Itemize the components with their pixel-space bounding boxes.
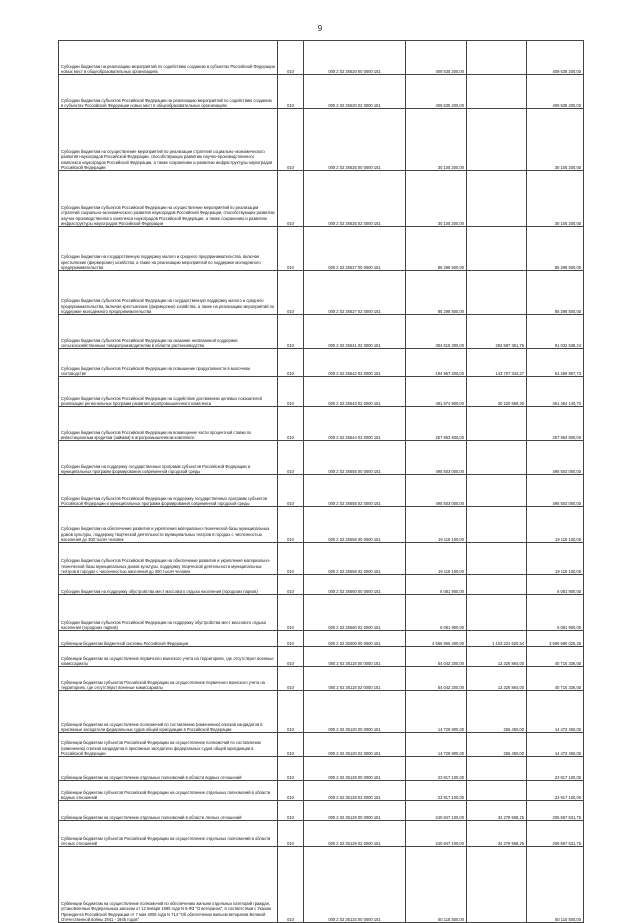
row-budget-code: 000 2 02 30000 00 0000 151: [304, 631, 406, 647]
row-approved-amount: 23 917 100,00: [406, 757, 467, 781]
row-approved-amount: 14 729 900,00: [406, 733, 467, 757]
table-row: [59, 227, 584, 271]
row-approved-amount: 409 535 200,00: [406, 75, 467, 109]
row-budget-code: 000 2 02 25542 02 0000 151: [304, 349, 406, 377]
row-remaining-amount: 19 118 100,00: [527, 507, 584, 543]
row-budget-code: 000 2 02 25541 02 0000 151: [304, 315, 406, 349]
table-row: [59, 667, 584, 691]
table-row: [59, 475, 584, 507]
row-remaining-amount: 495 503 000,00: [527, 441, 584, 475]
row-approved-amount: 495 503 000,00: [406, 441, 467, 475]
row-budget-code: 000 2 02 35120 02 0000 151: [304, 733, 406, 757]
row-executed-amount: [467, 781, 527, 801]
row-executed-amount: [467, 575, 527, 595]
row-executed-amount: [467, 109, 527, 171]
row-budget-code: 000 2 02 25520 02 0000 151: [304, 75, 406, 109]
row-budget-code: 000 2 02 25555 00 0000 151: [304, 441, 406, 475]
row-code: 010: [278, 109, 304, 171]
row-description: Субвенции бюджетам на осуществление первичного воинского учета на территориях, где отсутствуют военные комиссариаты: [59, 647, 278, 667]
row-code: 010: [278, 171, 304, 227]
table-row: [59, 41, 584, 75]
row-executed-amount: [467, 757, 527, 781]
row-approved-amount: 54 042 200,00: [406, 647, 467, 667]
row-description: Субсидии бюджетам субъектов Российской Федерации на реализацию мероприятий по содействию созданию в субъектах Российской Федерации новых мест в общеобразовательных организациях: [59, 75, 278, 109]
table-row: [59, 75, 584, 109]
row-code: 010: [278, 575, 304, 595]
row-approved-amount: 6 081 900,00: [406, 575, 467, 595]
row-budget-code: 000 2 02 25525 02 0000 151: [304, 171, 406, 227]
row-remaining-amount: 40 715 336,00: [527, 667, 584, 691]
row-executed-amount: 30 220 659,30: [467, 377, 527, 407]
row-description: Субвенции бюджетам на осуществление полномочий по обеспечению жильем отдельных категорий граждан, установленных Федеральным законом от 12 января 1995 года N 5-ФЗ "О ветеранах", в соответствии с Указом Президента Российской Федерации от 7 мая 2008 года N 714 "Об обеспечении жильем ветеранов Великой Отечественной войны 1941 - 1945 годов": [59, 847, 278, 923]
row-description: Субсидии бюджетам субъектов Российской Федерации на поддержку государственных программ субъектов Российской Федерации и муниципальных программ формирования современной городской среды: [59, 475, 278, 507]
row-budget-code: 000 2 02 25560 02 0000 151: [304, 595, 406, 631]
row-description: Субсидии бюджетам субъектов Российской Федерации на осуществление мероприятий по реализации стратегий социально-экономического развития наукоградов Российской Федерации, способствующих развитию научно-производственного комплекса наукоградов Российской Федерации, а также сохранению и развитию инфраструктуры наукоградов Российской Федерации: [59, 171, 278, 227]
table-row: [59, 507, 584, 543]
row-code: 010: [278, 691, 304, 733]
row-code: 010: [278, 821, 304, 847]
table-row: [59, 575, 584, 595]
table-row: [59, 801, 584, 821]
table-row: [59, 733, 584, 757]
row-description: Субсидии бюджетам субъектов Российской Федерации на возмещение части процентной ставки по инвестиционным кредитам (займам) в агропромышленном комплексе: [59, 407, 278, 441]
row-code: 010: [278, 227, 304, 271]
table-row: [59, 757, 584, 781]
row-executed-amount: [467, 475, 527, 507]
row-executed-amount: [467, 407, 527, 441]
row-description: Субсидии бюджетам субъектов Российской Федерации на оказание несвязанной поддержки сельскохозяйственным товаропроизводителям в области растениеводства: [59, 315, 278, 349]
table-row: [59, 781, 584, 801]
row-code: 010: [278, 41, 304, 75]
row-description: Субвенции бюджетам бюджетной системы Российской Федерации: [59, 631, 278, 647]
row-code: 010: [278, 847, 304, 923]
row-approved-amount: 23 917 100,00: [406, 781, 467, 801]
row-budget-code: 000 2 02 25527 00 0000 151: [304, 227, 406, 271]
row-approved-amount: 30 105 200,00: [406, 171, 467, 227]
table-row: [59, 821, 584, 847]
row-code: 010: [278, 407, 304, 441]
row-approved-amount: 6 081 900,00: [406, 595, 467, 631]
table-row: [59, 631, 584, 647]
row-approved-amount: 50 115 500,00: [406, 847, 467, 923]
page-number: 9: [317, 24, 323, 33]
row-budget-code: 000 2 02 25525 00 0000 151: [304, 109, 406, 171]
row-approved-amount: 384 619 300,00: [406, 315, 467, 349]
row-executed-amount: [467, 227, 527, 271]
row-code: 010: [278, 271, 304, 315]
row-description: Субвенции бюджетам на осуществление отдельных полномочий в области водных отношений: [59, 757, 278, 781]
row-executed-amount: [467, 41, 527, 75]
table-row: [59, 847, 584, 923]
row-remaining-amount: 14 473 450,00: [527, 691, 584, 733]
row-approved-amount: 54 042 200,00: [406, 667, 467, 691]
row-remaining-amount: 206 567 531,75: [527, 801, 584, 821]
row-remaining-amount: 409 535 200,00: [527, 75, 584, 109]
row-code: 010: [278, 733, 304, 757]
row-description: Субсидии бюджетам субъектов Российской Федерации на обеспечение развития и укрепления материально-технической базы муниципальных домов культуры, поддержку творческой деятельности муниципальных театров в городах с численностью населения до 300 тысяч человек: [59, 543, 278, 575]
row-budget-code: 000 2 02 25558 02 0000 151: [304, 543, 406, 575]
row-budget-code: 000 2 02 25560 00 0000 151: [304, 575, 406, 595]
row-remaining-amount: 51 259 857,73: [527, 349, 584, 377]
row-budget-code: 000 2 02 25555 02 0000 151: [304, 475, 406, 507]
row-executed-amount: [467, 507, 527, 543]
row-executed-amount: [467, 75, 527, 109]
row-description: Субсидии бюджетам на государственную поддержку малого и среднего предпринимательства, включая крестьянские (фермерские) хозяйства, а также на реализацию мероприятий по поддержке молодежного предпринимательства: [59, 227, 278, 271]
table-row: [59, 377, 584, 407]
row-remaining-amount: 3 586 680 025,25: [527, 631, 584, 647]
row-remaining-amount: 50 115 500,00: [527, 847, 584, 923]
row-approved-amount: 409 535 200,00: [406, 41, 467, 75]
row-remaining-amount: 40 715 336,00: [527, 647, 584, 667]
row-description: Субвенции бюджетам субъектов Российской Федерации на осуществление отдельных полномочий в области водных отношений: [59, 781, 278, 801]
row-approved-amount: 14 729 900,00: [406, 691, 467, 733]
table-row: [59, 315, 584, 349]
row-description: Субвенции бюджетам на осуществление полномочий по составлению (изменению) списков кандидатов в присяжные заседатели федеральных судов общей юрисдикции в Российской Федерации: [59, 691, 278, 733]
row-remaining-amount: 6 081 900,00: [527, 595, 584, 631]
row-description: Субвенции бюджетам на осуществление отдельных полномочий в области лесных отношений: [59, 801, 278, 821]
row-budget-code: 000 2 02 35128 02 0000 151: [304, 781, 406, 801]
row-description: Субсидии бюджетам субъектов Российской Федерации на поддержку обустройства мест массового отдыха населения (городских парков): [59, 595, 278, 631]
row-approved-amount: 495 503 000,00: [406, 475, 467, 507]
row-remaining-amount: 14 473 450,00: [527, 733, 584, 757]
row-approved-amount: 85 298 500,00: [406, 271, 467, 315]
row-executed-amount: 34 279 568,25: [467, 821, 527, 847]
row-code: 010: [278, 315, 304, 349]
row-executed-amount: 292 587 361,76: [467, 315, 527, 349]
row-description: Субсидии бюджетам субъектов Российской Федерации на повышение продуктивности в молочном скотоводстве: [59, 349, 278, 377]
row-approved-amount: 240 847 100,00: [406, 821, 467, 847]
row-description: Субсидии бюджетам на обеспечение развития и укрепления материально-технической базы муниципальных домов культуры, поддержку творческой деятельности муниципальных театров в городах с численностью населения до 300 тысяч человек: [59, 507, 278, 543]
row-approved-amount: 491 674 800,00: [406, 377, 467, 407]
row-approved-amount: 19 118 100,00: [406, 507, 467, 543]
table-row: [59, 647, 584, 667]
row-approved-amount: 30 105 200,00: [406, 109, 467, 171]
row-code: 010: [278, 667, 304, 691]
row-approved-amount: 194 967 200,00: [406, 349, 467, 377]
row-approved-amount: 19 118 100,00: [406, 543, 467, 575]
row-description: Субсидии бюджетам субъектов Российской Федерации на государственную поддержку малого и среднего предпринимательства, включая крестьянские (фермерские) хозяйства, а также на реализацию мероприятий по поддержке молодежного предпринимательства: [59, 271, 278, 315]
row-budget-code: 000 2 02 25520 00 0000 151: [304, 41, 406, 75]
row-executed-amount: 13 326 864,00: [467, 667, 527, 691]
row-remaining-amount: 23 917 100,00: [527, 757, 584, 781]
table-row: [59, 171, 584, 227]
row-executed-amount: 256 450,00: [467, 733, 527, 757]
row-code: 010: [278, 595, 304, 631]
row-remaining-amount: 257 963 800,00: [527, 407, 584, 441]
row-budget-code: 000 2 02 35118 02 0000 151: [304, 667, 406, 691]
row-description: Субсидии бюджетам на поддержку обустройства мест массового отдыха населения (городских парков): [59, 575, 278, 595]
row-code: 010: [278, 377, 304, 407]
table-row: [59, 691, 584, 733]
row-executed-amount: 34 279 568,25: [467, 801, 527, 821]
row-code: 010: [278, 757, 304, 781]
row-remaining-amount: 495 503 000,00: [527, 475, 584, 507]
row-code: 010: [278, 781, 304, 801]
table-row: [59, 407, 584, 441]
table-row: [59, 349, 584, 377]
row-executed-amount: 143 707 342,27: [467, 349, 527, 377]
table-row: [59, 271, 584, 315]
row-code: 010: [278, 475, 304, 507]
table-row: [59, 109, 584, 171]
row-remaining-amount: 91 032 538,24: [527, 315, 584, 349]
row-description: Субвенции бюджетам субъектов Российской Федерации на осуществление полномочий по составлению (изменению) списков кандидатов в присяжные заседатели федеральных судов общей юрисдикции в Российской Федерации: [59, 733, 278, 757]
row-code: 010: [278, 801, 304, 821]
table-row: [59, 543, 584, 575]
row-executed-amount: [467, 847, 527, 923]
table-row: [59, 441, 584, 475]
row-budget-code: 000 2 02 35129 00 0000 151: [304, 801, 406, 821]
row-approved-amount: 4 565 966 400,00: [406, 631, 467, 647]
row-executed-amount: 1 103 231 620,54: [467, 631, 527, 647]
row-remaining-amount: 30 105 200,00: [527, 171, 584, 227]
row-remaining-amount: 30 105 200,00: [527, 109, 584, 171]
row-description: Субсидии бюджетам субъектов Российской Федерации на содействие достижению целевых показателей реализации региональных программ развития агропромышленного комплекса: [59, 377, 278, 407]
row-budget-code: 000 2 02 35129 02 0000 151: [304, 821, 406, 847]
row-executed-amount: [467, 271, 527, 315]
row-code: 010: [278, 647, 304, 667]
row-remaining-amount: 23 917 100,00: [527, 781, 584, 801]
row-executed-amount: [467, 543, 527, 575]
row-budget-code: 000 2 02 25543 02 0000 151: [304, 377, 406, 407]
row-description: Субсидии бюджетам на поддержку государственных программ субъектов Российской Федерации и муниципальных программ формирования современной городской среды: [59, 441, 278, 475]
row-remaining-amount: 19 118 100,00: [527, 543, 584, 575]
row-executed-amount: [467, 171, 527, 227]
row-budget-code: 000 2 02 25527 02 0000 151: [304, 271, 406, 315]
row-budget-code: 000 2 02 25544 02 0000 151: [304, 407, 406, 441]
row-code: 010: [278, 75, 304, 109]
row-budget-code: 000 2 02 35118 00 0000 151: [304, 647, 406, 667]
row-executed-amount: 13 326 864,00: [467, 647, 527, 667]
row-description: Субвенции бюджетам субъектов Российской Федерации на осуществление первичного воинского учета на территориях, где отсутствуют военные комиссариаты: [59, 667, 278, 691]
row-remaining-amount: 461 454 140,70: [527, 377, 584, 407]
row-remaining-amount: 6 081 900,00: [527, 575, 584, 595]
row-executed-amount: 256 450,00: [467, 691, 527, 733]
row-remaining-amount: 85 298 500,00: [527, 227, 584, 271]
row-description: Субсидии бюджетам на реализацию мероприятий по содействию созданию в субъектах Российской Федерации новых мест в общеобразовательных организациях: [59, 41, 278, 75]
row-code: 010: [278, 543, 304, 575]
row-remaining-amount: 206 567 531,75: [527, 821, 584, 847]
row-code: 010: [278, 349, 304, 377]
row-code: 010: [278, 507, 304, 543]
row-approved-amount: 85 298 500,00: [406, 227, 467, 271]
row-remaining-amount: 85 298 500,00: [527, 271, 584, 315]
row-budget-code: 000 2 02 25558 00 0000 151: [304, 507, 406, 543]
row-budget-code: 000 2 02 35134 00 0000 151: [304, 847, 406, 923]
row-budget-code: 000 2 02 35128 00 0000 151: [304, 757, 406, 781]
row-budget-code: 000 2 02 35120 00 0000 151: [304, 691, 406, 733]
row-remaining-amount: 409 535 200,00: [527, 41, 584, 75]
table-row: [59, 595, 584, 631]
row-description: Субвенции бюджетам субъектов Российской Федерации на осуществление отдельных полномочий в области лесных отношений: [59, 821, 278, 847]
row-approved-amount: 257 963 800,00: [406, 407, 467, 441]
row-code: 010: [278, 441, 304, 475]
row-approved-amount: 240 847 100,00: [406, 801, 467, 821]
budget-table: [58, 40, 584, 923]
row-executed-amount: [467, 441, 527, 475]
row-code: 010: [278, 631, 304, 647]
row-executed-amount: [467, 595, 527, 631]
row-description: Субсидии бюджетам на осуществление мероприятий по реализации стратегий социально-экономического развития наукоградов Российской Федерации, способствующих развитию научно-производственного комплекса наукоградов Российской Федерации, а также сохранению и развитию инфраструктуры наукоградов Российской Федерации: [59, 109, 278, 171]
